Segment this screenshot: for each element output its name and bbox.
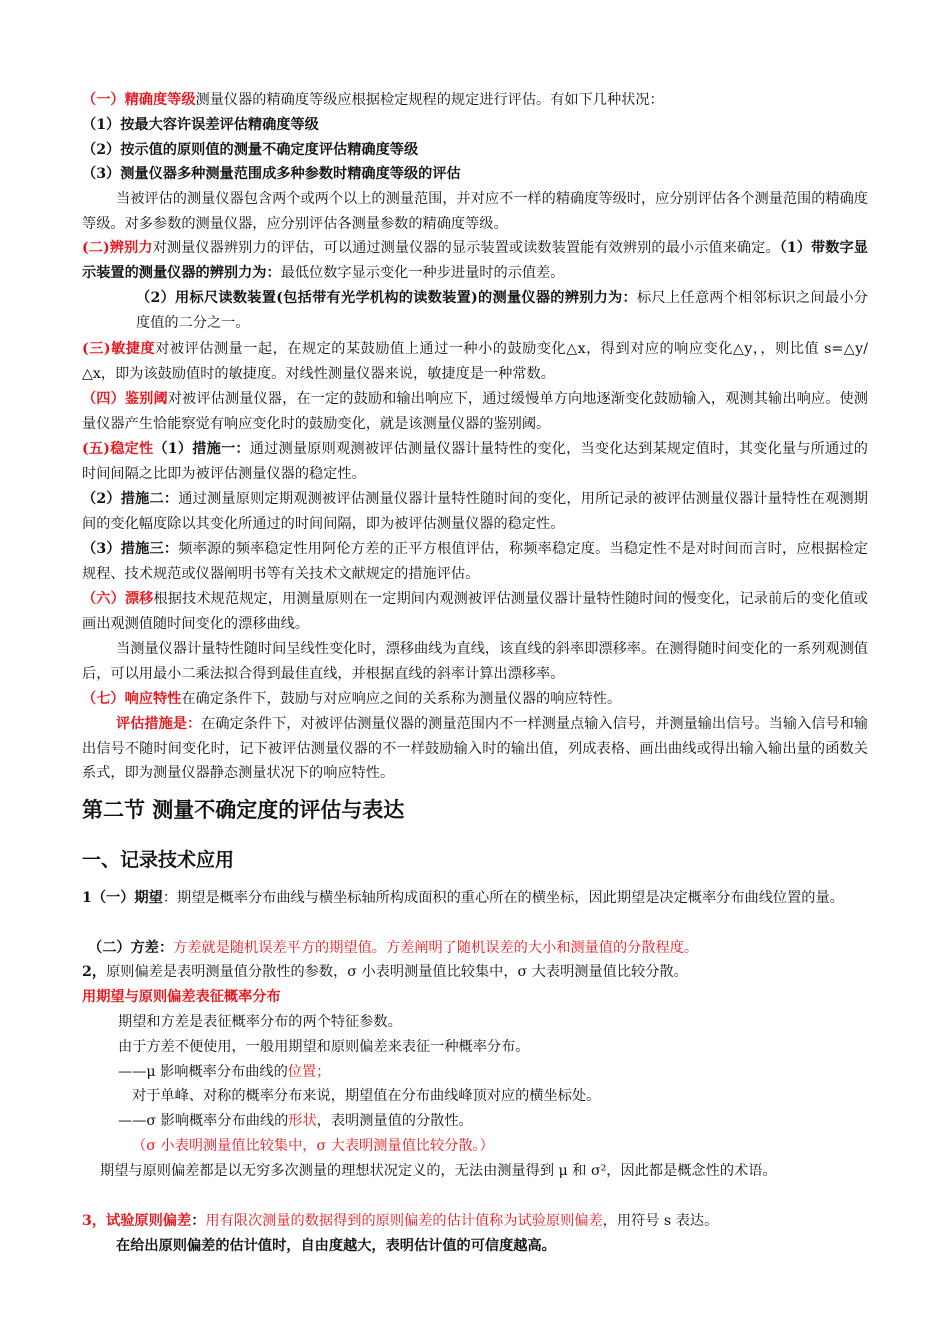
distribution-line-7: 期望与原则偏差都是以无穷多次测量的理想状况定义的，无法由测量得到 μ 和 σ²，因此都是概念性的术语。 (100, 1163, 777, 1179)
discrimination-label: （四）鉴别阈 (82, 391, 168, 407)
accuracy-grade-label: （一）精确度等级 (82, 92, 196, 108)
accuracy-item-3: （3）测量仪器多种测量范围成多种参数时精确度等级的评估 (82, 166, 461, 182)
resolution-label: (二)辨别力 (82, 240, 153, 256)
distribution-line-6: （σ 小表明测量值比较集中，σ 大表明测量值比较分散。） (132, 1138, 494, 1154)
expectation-paragraph: 1（一）期望：期望是概率分布曲线与横坐标轴所构成面积的重心所在的横坐标，因此期望是决定概率分布曲线位置的量。 (82, 890, 844, 906)
distribution-line-4: 对于单峰、对称的概率分布来说，期望值在分布曲线峰顶对应的横坐标处。 (132, 1088, 601, 1104)
distribution-line-3: ——μ 影响概率分布曲线的位置； (118, 1064, 331, 1080)
accuracy-paragraph: 当被评估的测量仪器包含两个或两个以上的测量范围，并对应不一样的精确度等级时，应分别评估各个测量范围的精确度等级。对多参数的测量仪器，应分别评估各测量参数的精确度等级。 (82, 191, 868, 232)
std-dev-paragraph: 2，原则偏差是表明测量值分散性的参数，σ 小表明测量值比较集中，σ 大表明测量值比较分散。 (82, 964, 688, 980)
section-title: 第二节 测量不确定度的评估与表达 (82, 798, 405, 822)
drift-rate-paragraph: 当测量仪器计量特性随时间呈线性变化时，漂移曲线为直线，该直线的斜率即漂移率。在测得随时间变化的一系列观测值后，可以用最小二乘法拟合得到最佳直线，并根据直线的斜率计算出漂移率。 (82, 641, 868, 682)
distribution-line-5: ——σ 影响概率分布曲线的形状，表明测量值的分散性。 (118, 1113, 473, 1129)
drift-paragraph: （六）漂移根据技术规范规定，用测量原则在一定期间内观测被评估测量仪器计量特性随时间的慢变化，记录前后的变化值或画出观测值随时间变化的漂移曲线。 (82, 591, 868, 632)
response-paragraph: （七）响应特性在确定条件下，鼓励与对应响应之间的关系称为测量仪器的响应特性。 (82, 691, 622, 707)
expectation-label: 1（一）期望 (82, 890, 163, 906)
experimental-std-dev-paragraph: 3，试验原则偏差：用有限次测量的数据得到的原则偏差的估计值称为试验原则偏差，用符号 s 表达。 (82, 1213, 719, 1229)
accuracy-grade-paragraph: （一）精确度等级测量仪器的精确度等级应根据检定规程的规定进行评估。有如下几种状况： (82, 92, 664, 108)
discrimination-paragraph: （四）鉴别阈对被评估测量仪器，在一定的鼓励和输出响应下，通过缓慢单方向地逐渐变化鼓励输入，观测其输出响应。使测量仪器产生恰能察觉有响应变化时的鼓励变化，就是该测量仪器的鉴别阈。 (82, 391, 868, 432)
response-label: （七）响应特性 (82, 691, 182, 707)
sensitivity-paragraph: (三)敏捷度对被评估测量一起，在规定的某鼓励值上通过一种小的鼓励变化△x，得到对应的响应变化△y，，则比值 s=△y/△x，即为该鼓励值时的敏捷度。对线性测量仪器来说，敏捷度是一种常数。 (82, 341, 868, 382)
resolution-paragraph: (二)辨别力对测量仪器辨别力的评估，可以通过测量仪器的显示装置或读数装置能有效辨别的最小示值来确定。（1）带数字显示装置的测量仪器的辨别力为：最低位数字显示变化一种步进量时的示值差。 (82, 240, 868, 281)
response-eval-paragraph: 评估措施是：在确定条件下，对被评估测量仪器的测量范围内不一样测量点输入信号，并测量输出信号。当输入信号和输出信号不随时间变化时，记下被评估测量仪器的不一样鼓励输入时的输出值，列成表格、画出曲线或得出输入输出量的函数关系式，即为测量仪器静态测量状况下的响应特性。 (82, 716, 868, 781)
accuracy-item-2: （2）按示值的原则值的测量不确定度评估精确度等级 (82, 142, 419, 158)
stability-label: (五)稳定性 (82, 441, 154, 457)
stability-paragraph: (五)稳定性（1）措施一：通过测量原则观测被评估测量仪器计量特性的变化，当变化达到某规定值时，其变化量与所通过的时间间隔之比即为被评估测量仪器的稳定性。 (82, 441, 868, 482)
resolution-item-2: （2）用标尺读数装置(包括带有光学机构的读数装置)的测量仪器的辨别力为：标尺上任意两个相邻标识之间最小分度值的二分之一。 (136, 290, 868, 331)
degrees-of-freedom-note: 在给出原则偏差的估计值时，自由度越大，表明估计值的可信度越高。 (116, 1238, 556, 1254)
subsection-title: 一、记录技术应用 (82, 849, 235, 871)
sensitivity-label: (三)敏捷度 (82, 341, 156, 357)
distribution-line-2: 由于方差不便使用，一般用期望和原则偏差来表征一种概率分布。 (118, 1039, 530, 1055)
drift-label: （六）漂移 (82, 591, 154, 607)
distribution-heading: 用期望与原则偏差表征概率分布 (82, 989, 281, 1005)
distribution-line-1: 期望和方差是表征概率分布的两个特征参数。 (118, 1014, 402, 1030)
variance-label: （二）方差 (88, 940, 159, 956)
experimental-std-dev-label: 3，试验原则偏差 (82, 1213, 192, 1229)
stability-method-3: （3）措施三：频率源的频率稳定性用阿伦方差的正平方根值评估，称频率稳定度。当稳定性不是对时间而言时，应根据检定规程、技术规范或仪器阐明书等有关技术文献规定的措施评估。 (82, 541, 868, 582)
variance-paragraph: （二）方差：方差就是随机误差平方的期望值。方差阐明了随机误差的大小和测量值的分散程度。 (88, 940, 699, 956)
accuracy-item-1: （1）按最大容许误差评估精确度等级 (82, 117, 319, 133)
stability-method-2: （2）措施二：通过测量原则定期观测被评估测量仪器计量特性随时间的变化，用所记录的被评估测量仪器计量特性在观测期间的变化幅度除以其变化所通过的时间间隔，即为被评估测量仪器的稳定性。 (82, 491, 868, 532)
